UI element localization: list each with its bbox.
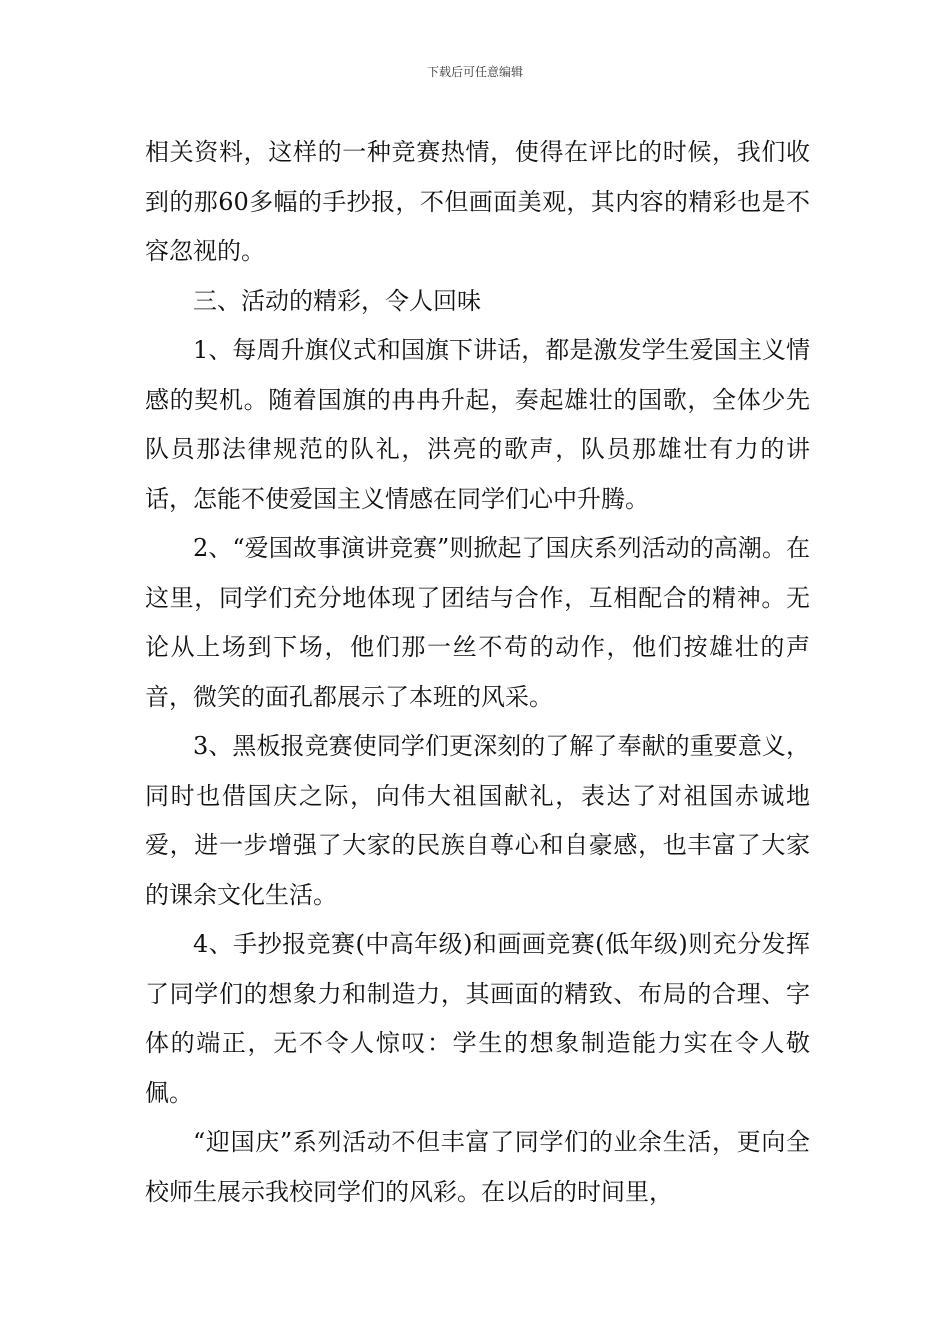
document-body — [145, 128, 810, 1217]
section-heading: 三、活动的精彩，令人回味 — [193, 286, 481, 315]
page-header: 下载后可任意编辑 — [426, 65, 523, 79]
paragraph-item-3: 3、黑板报竞赛使同学们更深刻的了解了奉献的重要意义，同时也借国庆之际，向伟大祖国献礼，表达了对祖国赤诚地爱，进一步增强了大家的民族自尊心和自豪感，也丰富了大家的课余文化生活。 — [145, 732, 810, 909]
paragraph-summary: “迎国庆”系列活动不但丰富了同学们的业余生活，更向全校师生展示我校同学们的风彩。在以后的时间里， — [145, 1128, 810, 1206]
paragraph-continuation: 相关资料，这样的一种竞赛热情，使得在评比的时候，我们收到的那60多幅的手抄报，不但画面美观，其内容的精彩也是不容忽视的。 — [145, 138, 810, 265]
paragraph-item-2: 2、“爱国故事演讲竞赛”则掀起了国庆系列活动的高潮。在这里，同学们充分地体现了团结与合作，互相配合的精神。无论从上场到下场，他们那一丝不苟的动作，他们按雄壮的声音，微笑的面孔都展示了本班的风采。 — [145, 534, 810, 711]
paragraph-item-4: 4、手抄报竞赛(中高年级)和画画竞赛(低年级)则充分发挥了同学们的想象力和制造力，其画面的精致、布局的合理、字体的端正，无不令人惊叹：学生的想象制造能力实在令人敬佩。 — [145, 930, 810, 1107]
paragraph-item-1: 1、每周升旗仪式和国旗下讲话，都是激发学生爱国主义情感的契机。随着国旗的冉冉升起，奏起雄壮的国歌，全体少先队员那法律规范的队礼，洪亮的歌声，队员那雄壮有力的讲话，怎能不使爱国主义情感在同学们心中升腾。 — [145, 336, 810, 513]
